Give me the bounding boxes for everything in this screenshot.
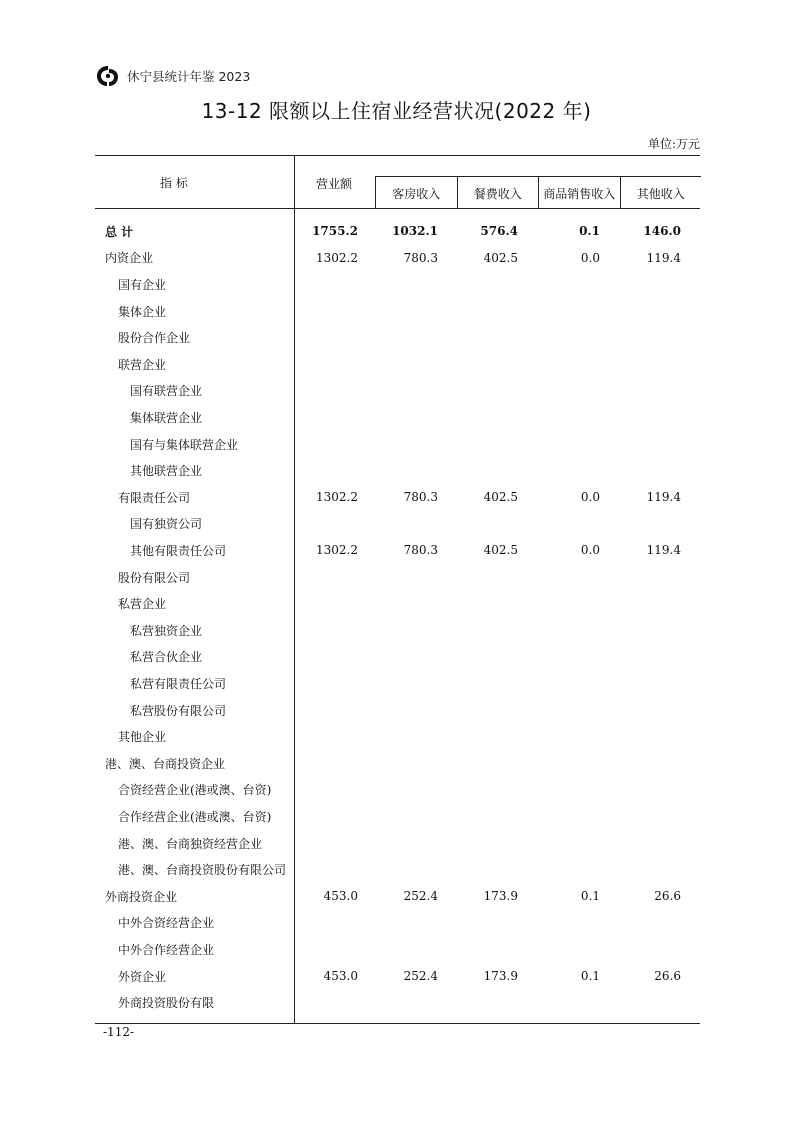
- unit-label: 单位:万元: [647, 137, 700, 151]
- table-row: [0, 723, 793, 750]
- table-row: [0, 856, 793, 883]
- table-row: [0, 590, 793, 617]
- yearbook-title: 休宁县统计年鉴 2023: [127, 69, 251, 84]
- cell-value: 252.4: [403, 889, 438, 904]
- cell-value: 26.6: [654, 969, 681, 984]
- cell-value: 173.9: [483, 969, 518, 984]
- row-label: 其他联营企业: [130, 464, 203, 479]
- yearbook-header: [95, 62, 250, 90]
- table-row: [0, 537, 793, 564]
- row-label: 内资企业: [105, 251, 154, 266]
- row-label: 外商投资股份有限: [118, 996, 215, 1011]
- row-label: 国有独资公司: [130, 517, 203, 532]
- row-label: 合资经营企业(港或澳、台资): [118, 783, 272, 798]
- row-label: 外资企业: [118, 969, 167, 984]
- table-row: [0, 617, 793, 644]
- header-revenue: 营业额: [316, 177, 353, 191]
- table-bottom-rule: [95, 1023, 700, 1024]
- table-row: [0, 218, 793, 245]
- cell-value: 0.0: [580, 490, 600, 505]
- row-label: 有限责任公司: [118, 490, 191, 505]
- table-row: [0, 697, 793, 724]
- row-label: 国有企业: [118, 277, 167, 292]
- row-label: 合作经营企业(港或澳、台资): [118, 809, 272, 824]
- row-label: 股份有限公司: [118, 570, 191, 585]
- cell-value: 0.1: [580, 889, 600, 904]
- row-label: 国有联营企业: [130, 384, 203, 399]
- cell-value: 173.9: [483, 889, 518, 904]
- table-row: [0, 830, 793, 857]
- cell-value: 119.4: [646, 490, 681, 505]
- table-row: [0, 431, 793, 458]
- cell-value: 1302.2: [316, 543, 358, 558]
- sub-header-other: 其他收入: [636, 186, 685, 201]
- cell-value: 0.0: [580, 250, 600, 265]
- cell-value: 780.3: [403, 250, 438, 265]
- row-label: 集体联营企业: [130, 410, 203, 425]
- yearbook-logo-icon: [95, 63, 121, 89]
- cell-value: 119.4: [646, 543, 681, 558]
- row-label: 国有与集体联营企业: [130, 437, 239, 452]
- sub-header-row: [375, 176, 701, 209]
- table-row: [0, 564, 793, 591]
- row-label: 中外合资经营企业: [118, 916, 215, 931]
- cell-value: 1032.1: [392, 224, 438, 239]
- table-row: [0, 644, 793, 671]
- page-title: 13-12 限额以上住宿业经营状况(2022 年): [201, 99, 592, 123]
- row-label: 股份合作企业: [118, 331, 191, 346]
- sub-header-food: 餐费收入: [458, 177, 540, 209]
- table-row: [0, 777, 793, 804]
- cell-value: 1302.2: [316, 490, 358, 505]
- cell-value: 780.3: [403, 543, 438, 558]
- row-label: 联营企业: [118, 357, 167, 372]
- table-row: [0, 404, 793, 431]
- table-row: [0, 245, 793, 272]
- table-row: [0, 963, 793, 990]
- row-label: 集体企业: [118, 304, 167, 319]
- table-row: [0, 378, 793, 405]
- row-label: 私营合伙企业: [130, 650, 203, 665]
- table-row: [0, 989, 793, 1016]
- row-label: 私营独资企业: [130, 623, 203, 638]
- table-row: [0, 271, 793, 298]
- table-row: [0, 803, 793, 830]
- table-row: [0, 457, 793, 484]
- row-label: 中外合作经营企业: [118, 942, 215, 957]
- page-number: -112-: [103, 1025, 135, 1039]
- table-row: [0, 298, 793, 325]
- cell-value: 402.5: [483, 250, 518, 265]
- header-indicator: 指 标: [160, 176, 188, 190]
- row-label: 私营股份有限公司: [130, 703, 227, 718]
- cell-value: 0.1: [579, 224, 600, 239]
- table-row: [0, 936, 793, 963]
- cell-value: 453.0: [323, 969, 358, 984]
- table-row: [0, 484, 793, 511]
- cell-value: 780.3: [403, 490, 438, 505]
- cell-value: 402.5: [483, 543, 518, 558]
- row-label: 其他有限责任公司: [130, 543, 227, 558]
- cell-value: 576.4: [480, 224, 518, 239]
- table-row: [0, 351, 793, 378]
- row-label: 港、澳、台商投资股份有限公司: [118, 863, 287, 878]
- table-row: [0, 910, 793, 937]
- cell-value: 1302.2: [316, 250, 358, 265]
- table-row: [0, 511, 793, 538]
- table-row: [0, 883, 793, 910]
- sub-header-goods: 商品销售收入: [539, 177, 621, 209]
- cell-value: 119.4: [646, 250, 681, 265]
- row-label: 私营企业: [118, 597, 167, 612]
- row-label: 私营有限责任公司: [130, 676, 227, 691]
- row-label: 外商投资企业: [105, 889, 178, 904]
- row-label: 其他企业: [118, 730, 167, 745]
- table-row: [0, 750, 793, 777]
- cell-value: 1755.2: [312, 224, 358, 239]
- cell-value: 402.5: [483, 490, 518, 505]
- cell-value: 0.0: [580, 543, 600, 558]
- row-label: 港、澳、台商独资经营企业: [118, 836, 263, 851]
- cell-value: 252.4: [403, 969, 438, 984]
- table-row: [0, 670, 793, 697]
- table-row: [0, 324, 793, 351]
- cell-value: 453.0: [323, 889, 358, 904]
- cell-value: 0.1: [580, 969, 600, 984]
- sub-header-room: 客房收入: [376, 177, 458, 209]
- cell-value: 26.6: [654, 889, 681, 904]
- row-label: 港、澳、台商投资企业: [105, 756, 226, 771]
- row-label: 总 计: [105, 224, 134, 239]
- table-top-rule: [95, 155, 700, 156]
- cell-value: 146.0: [643, 224, 681, 239]
